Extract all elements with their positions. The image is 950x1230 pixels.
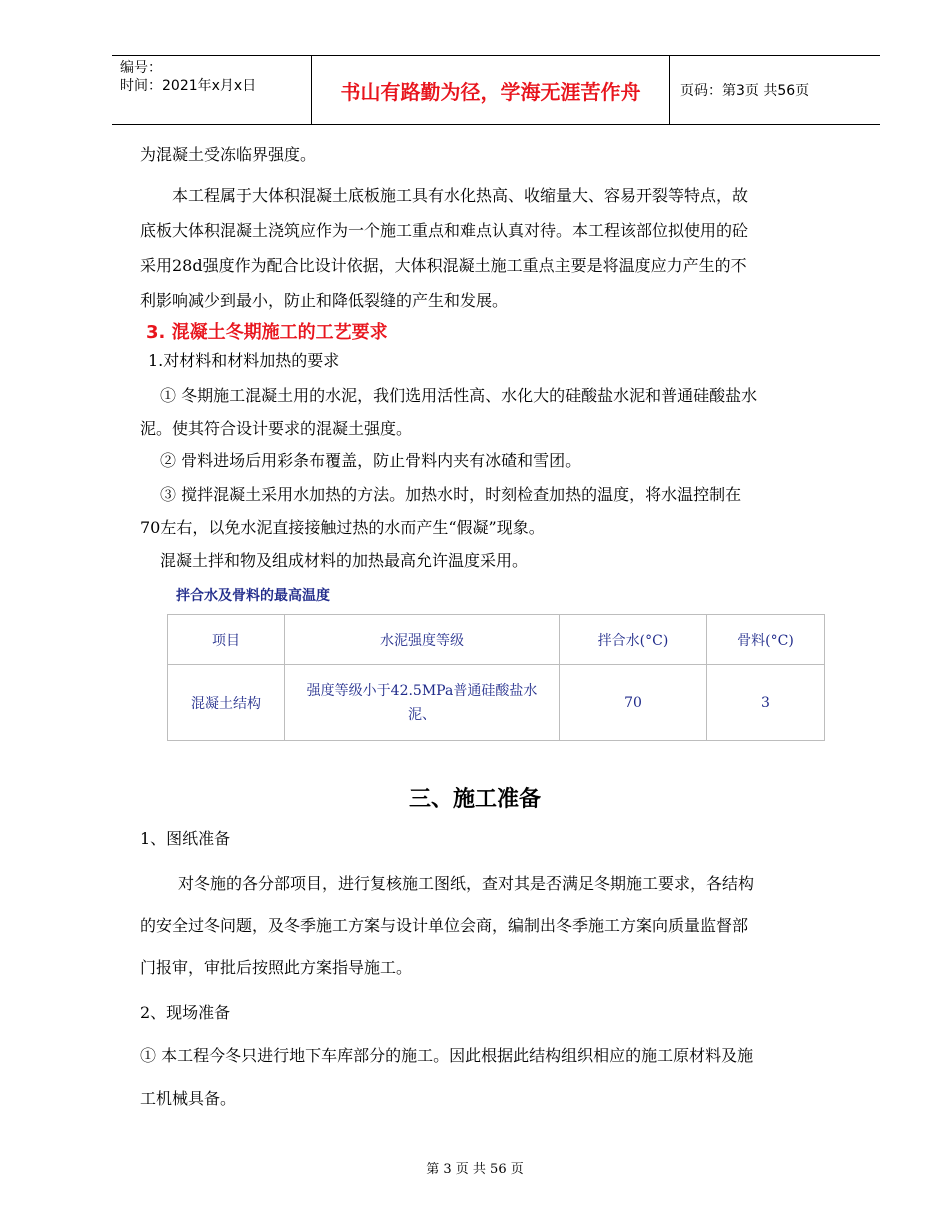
paragraph-line: 采用28d强度作为配合比设计依据，大体积混凝土施工重点主要是将温度应力产生的不 [140,256,747,275]
table-cell: 混凝土结构 [168,665,285,741]
list-item: ③ 搅拌混凝土采用水加热的方法。加热水时，时刻检查加热的温度，将水温控制在 [160,485,742,504]
sub-heading: 1.对材料和材料加热的要求 [148,351,340,370]
table-cell: 3 [707,665,825,741]
paragraph-line: 的安全过冬问题，及冬季施工方案与设计单位会商，编制出冬季施工方案向质量监督部 [140,916,749,935]
page-footer: 第 3 页 共 56 页 [426,1162,524,1177]
sub-heading: 1、图纸准备 [140,829,231,848]
paragraph-line: 本工程属于大体积混凝土底板施工具有水化热高、收缩量大、容易开裂等特点，故 [172,186,749,205]
table-header-cell: 项目 [168,615,285,665]
sub-heading: 2、现场准备 [140,1003,231,1022]
list-item: ① 冬期施工混凝土用的水泥，我们选用活性高、水化大的硅酸盐水泥和普通硅酸盐水 [160,386,758,405]
table-cell: 强度等级小于42.5MPa普通硅酸盐水泥、 [285,665,560,741]
paragraph-line: 底板大体积混凝土浇筑应作为一个施工重点和难点认真对待。本工程该部位拟使用的砼 [140,221,749,240]
table-title: 拌合水及骨料的最高温度 [176,588,330,604]
header-motto: 书山有路勤为径，学海无涯苦作舟 [312,56,670,124]
body-line: 为混凝土受冻临界强度。 [140,145,317,164]
section-title: 三、施工准备 [408,787,541,812]
table-header-cell: 水泥强度等级 [285,615,560,665]
paragraph-line: 门报审，审批后按照此方案指导施工。 [140,958,413,977]
body-line: 混凝土拌和物及组成材料的加热最高允许温度采用。 [160,551,529,570]
page-header [112,55,880,125]
table-header-cell: 骨料(°C) [707,615,825,665]
table-row [168,665,825,741]
header-meta [112,56,312,124]
table-cell: 70 [560,665,707,741]
section-heading-3: 3. 混凝土冬期施工的工艺要求 [146,322,388,343]
list-item-cont: 70左右，以免水泥直接接触过热的水而产生“假凝”现象。 [140,518,545,537]
header-page-info: 页码：第3页 共56页 [680,83,810,99]
temperature-table [167,614,825,741]
number-label: 编号： [120,60,162,76]
list-item-cont: 泥。使其符合设计要求的混凝土强度。 [140,419,413,438]
paragraph-line: 对冬施的各分部项目，进行复核施工图纸，查对其是否满足冬期施工要求，各结构 [178,874,755,893]
table-header-row [168,615,825,665]
date-label: 时间：2021年x月x日 [120,78,257,94]
paragraph-line: ① 本工程今冬只进行地下车库部分的施工。因此根据此结构组织相应的施工原材料及施 [140,1046,754,1065]
paragraph-line: 工机械具备。 [140,1089,237,1108]
list-item: ② 骨料进场后用彩条布覆盖，防止骨料内夹有冰碴和雪团。 [160,451,582,470]
table-header-cell: 拌合水(°C) [560,615,707,665]
paragraph-line: 利影响减少到最小，防止和降低裂缝的产生和发展。 [140,291,509,310]
